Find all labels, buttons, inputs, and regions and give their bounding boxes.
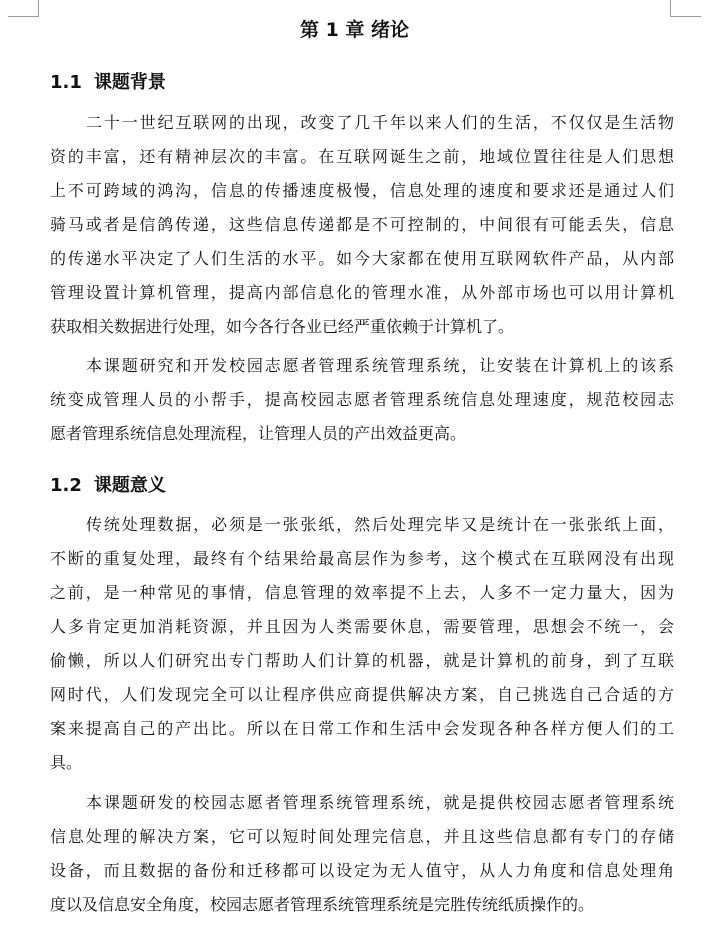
paragraph-significance-1	[50, 508, 674, 780]
text-line: 资的丰富，还有精神层次的丰富。在互联网诞生之前，地域位置往往是人们思想	[50, 147, 674, 166]
text-line: 不断的重复处理，最终有个结果给最高层作为参考，这个模式在互联网没有出现	[50, 549, 674, 568]
text-line: 的传递水平决定了人们生活的水平。如今大家都在使用互联网软件产品，从内部	[50, 249, 674, 268]
text-line: 统变成管理人员的小帮手，提高校园志愿者管理系统信息处理速度，规范校园志	[50, 390, 674, 409]
section-title: 课题背景	[93, 72, 166, 93]
text-line: 设备，而且数据的备份和迁移都可以设定为无人值守，从人力角度和信息处理角	[50, 861, 674, 880]
text-line: 本课题研究和开发校园志愿者管理系统管理系统，让安装在计算机上的该系	[86, 356, 674, 375]
text-line: 骑马或者是信鸽传递，这些信息传递都是不可控制的，中间很有可能丢失，信息	[50, 215, 674, 234]
text-line: 人多肯定更加消耗资源，并且因为人类需要休息，需要管理，思想会不统一，会	[50, 617, 674, 636]
text-line: 度以及信息安全角度，校园志愿者管理系统管理系统是完胜传统纸质操作的。	[50, 895, 595, 914]
section-number: 1.2	[50, 475, 82, 496]
text-line: 上不可跨域的鸿沟，信息的传播速度极慢，信息处理的速度和要求还是通过人们	[50, 181, 674, 200]
text-line: 网时代，人们发现完全可以让程序供应商提供解决方案，自己挑选自己合适的方	[50, 685, 674, 704]
text-line: 本课题研发的校园志愿者管理系统管理系统，就是提供校园志愿者管理系统	[86, 793, 674, 812]
text-line: 偷懒，所以人们研究出专门帮助人们计算的机器，就是计算机的前身，到了互联	[50, 651, 674, 670]
text-line: 之前，是一种常见的事情，信息管理的效率提不上去，人多不一定力量大，因为	[50, 583, 674, 602]
section-title: 课题意义	[93, 475, 166, 496]
text-line: 信息处理的解决方案，它可以短时间处理完信息，并且这些信息都有专门的存储	[50, 827, 674, 846]
paragraph-significance-2	[50, 786, 674, 922]
chapter-title: 第 1 章 绪论	[299, 19, 410, 41]
text-line: 具。	[50, 753, 83, 772]
text-line: 管理设置计算机管理，提高内部信息化的管理水准，从外部市场也可以用计算机	[50, 283, 674, 302]
text-line: 获取相关数据进行处理，如今各行各业已经严重依赖于计算机了。	[50, 317, 515, 336]
section-heading-1-2	[50, 471, 166, 501]
paragraph-background-1	[50, 106, 674, 344]
text-line: 传统处理数据，必须是一张张纸，然后处理完毕又是统计在一张张纸上面，	[86, 515, 674, 534]
text-line: 二十一世纪互联网的出现，改变了几千年以来人们的生活，不仅仅是生活物	[86, 113, 674, 132]
text-line: 愿者管理系统信息处理流程，让管理人员的产出效益更高。	[50, 424, 467, 443]
section-number: 1.1	[50, 72, 82, 93]
section-heading-1-1	[50, 68, 166, 98]
paragraph-background-2	[50, 349, 674, 451]
text-line: 案来提高自己的产出比。所以在日常工作和生活中会发现各种各样方便人们的工	[50, 719, 674, 738]
